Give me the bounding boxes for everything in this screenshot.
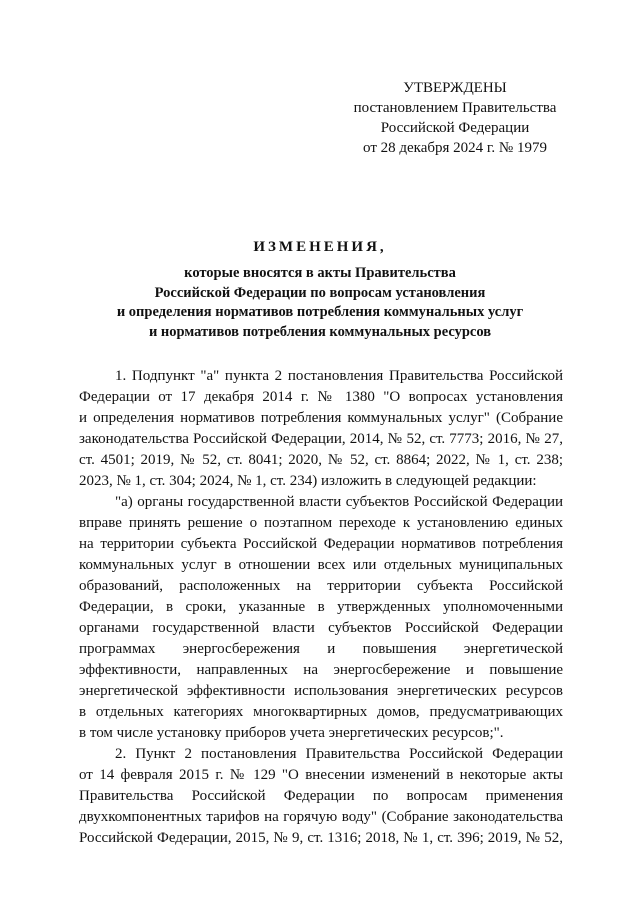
text-line: образований, расположенных на территории субъекта Российской xyxy=(79,578,563,594)
text-line: Федерации от 17 декабря 2014 г. № 1380 "О вопросах установления xyxy=(79,389,563,405)
text-line: законодательства Российской Федерации, 2014, № 52, ст. 7773; 2016, № 27, xyxy=(79,431,563,447)
text-line: вправе принять решение о поэтапном переходе к установлению единых xyxy=(79,515,563,531)
text-line: 2023, № 1, ст. 304; 2024, № 1, ст. 234) изложить в следующей редакции: xyxy=(79,473,537,489)
text-line: двухкомпонентных тарифов на горячую воду" (Собрание законодательства xyxy=(79,809,563,825)
approval-date-line: от 28 декабря 2024 г. № 1979 xyxy=(363,140,547,156)
text-line: 2. Пункт 2 постановления Правительства Российской Федерации xyxy=(115,746,563,762)
subtitle-line: Российской Федерации по вопросам установления xyxy=(154,284,486,301)
text-line: Федерации, в сроки, указанные в утвержденных уполномоченными xyxy=(79,599,563,615)
text-line: Правительства Российской Федерации по вопросам применения xyxy=(79,788,563,804)
text-line: и определения нормативов потребления коммунальных услуг" (Собрание xyxy=(79,410,563,426)
subtitle-line: которые вносятся в акты Правительства xyxy=(184,265,456,281)
subtitle-line: и нормативов потребления коммунальных ресурсов xyxy=(148,323,492,340)
text-line: ст. 4501; 2019, № 52, ст. 8041; 2020, № 52, ст. 8864; 2022, № 1, ст. 238; xyxy=(79,452,563,468)
subtitle-line: и определения нормативов потребления коммунальных услуг xyxy=(116,304,524,320)
paragraph-item-2 xyxy=(79,744,563,849)
document-body xyxy=(79,366,563,849)
approval-heading: УТВЕРЖДЕНЫ xyxy=(403,80,507,96)
document-title: ИЗМЕНЕНИЯ, xyxy=(253,239,387,255)
text-line: программах энергосбережения и повышения энергетической xyxy=(79,641,563,657)
text-line: на территории субъекта Российской Федерации нормативов потребления xyxy=(79,536,563,552)
approval-line: постановлением Правительства xyxy=(353,100,557,116)
approval-line: Российской Федерации xyxy=(380,120,530,136)
text-line: в том числе установку приборов учета энергетических ресурсов;". xyxy=(79,725,504,741)
document-title-block xyxy=(70,236,570,342)
document-subtitle xyxy=(70,264,570,342)
text-line: органами государственной власти субъектов Российской Федерации xyxy=(79,620,563,636)
approval-stamp xyxy=(330,78,580,158)
paragraph-item-1 xyxy=(79,366,563,492)
text-line: энергетической эффективности использования энергетических ресурсов xyxy=(79,683,563,699)
text-line: Российской Федерации, 2015, № 9, ст. 1316; 2018, № 1, ст. 396; 2019, № 52, xyxy=(79,830,563,846)
text-line: коммунальных услуг в отношении всех или отдельных муниципальных xyxy=(79,557,563,573)
text-line: от 14 февраля 2015 г. № 129 "О внесении изменений в некоторые акты xyxy=(79,767,563,783)
paragraph-item-1a xyxy=(79,492,563,744)
text-line: "а) органы государственной власти субъектов Российской Федерации xyxy=(115,494,563,510)
text-line: 1. Подпункт "а" пункта 2 постановления Правительства Российской xyxy=(115,368,563,384)
text-line: в отдельных категориях многоквартирных домов, предусматривающих xyxy=(79,704,563,720)
text-line: эффективности, направленных на энергосбережение и повышение xyxy=(79,662,563,678)
